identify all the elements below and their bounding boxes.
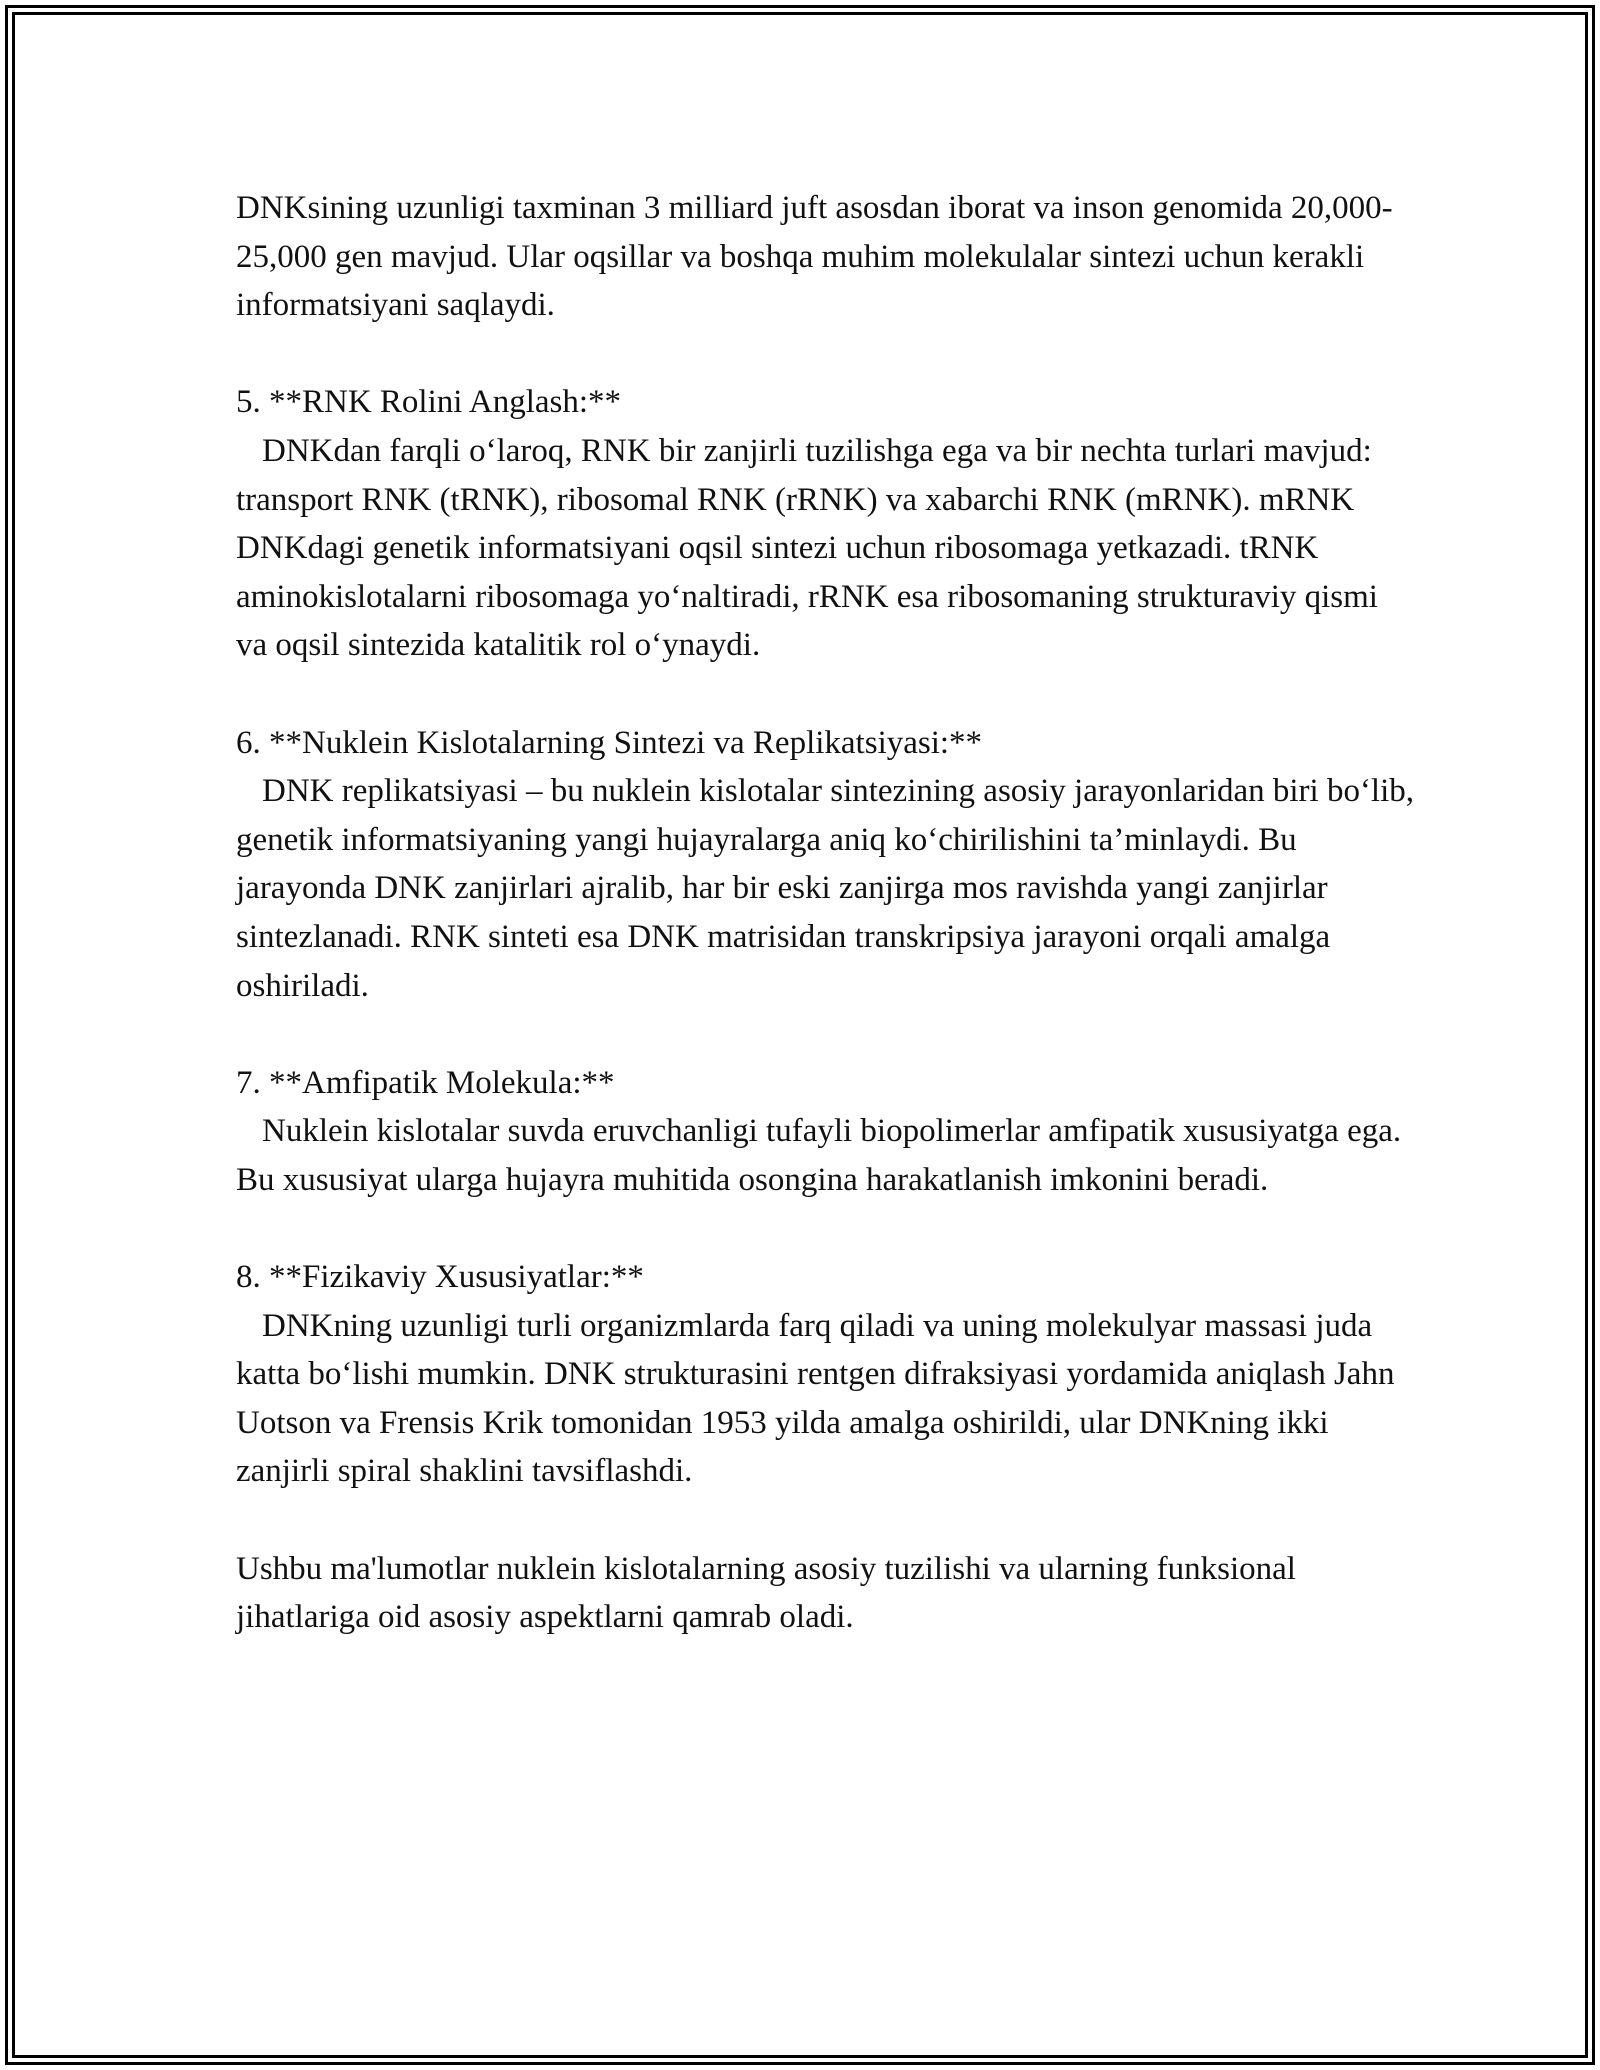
section-body: DNKning uzunligi turli organizmlarda farq qiladi va uning molekulyar massasi juda katta bo‘lishi mumkin. DNK strukturasini rentgen difraksiyasi yordamida aniqlash Jahn Uotson va Frensis Krik tomonidan 1953 yilda amalga oshirildi, ular DNKning ikki zanjirli spiral shaklini tavsiflashdi.: [236, 1307, 1395, 1490]
section-8: [236, 1253, 1416, 1496]
section-body: DNK replikatsiyasi – bu nuklein kislotalar sintezining asosiy jarayonlaridan biri bo‘lib, genetik informatsiyaning yangi hujayralarga aniq ko‘chirilishini ta’minlaydi. Bu jarayonda DNK zanjirlari ajralib, har bir eski zanjirga mos ravishda yangi zanjirlar sintezlanadi. RNK sinteti esa DNK matrisidan transkripsiya jarayoni orqali amalga oshiriladi.: [236, 773, 1415, 1004]
document-body: [236, 184, 1416, 1690]
section-heading: 8. **Fizikaviy Xususiyatlar:**: [236, 1259, 644, 1296]
section-7: [236, 1059, 1416, 1205]
section-heading: 6. **Nuklein Kislotalarning Sintezi va Replikatsiyasi:**: [236, 724, 983, 761]
conclusion-paragraph: Ushbu ma'lumotlar nuklein kislotalarning asosiy tuzilishi va ularning funksional jihatlariga oid asosiy aspektlarni qamrab oladi.: [236, 1550, 1305, 1636]
section-body: DNKdan farqli o‘laroq, RNK bir zanjirli tuzilishga ega va bir nechta turlari mavjud: transport RNK (tRNK), ribosomal RNK (rRNK) va xabarchi RNK (mRNK). mRNK DNKdagi genetik informatsiyani oqsil sintezi uchun ribosomaga yetkazadi. tRNK aminokislotalarni ribosomaga yo‘naltiradi, rRNK esa ribosomaning strukturaviy qismi va oqsil sintezida katalitik rol o‘ynaydi.: [236, 432, 1378, 664]
section-heading: 7. **Amfipatik Molekula:**: [236, 1064, 615, 1101]
section-5: [236, 378, 1416, 670]
intro-paragraph: DNKsining uzunligi taxminan 3 milliard juft asosdan iborat va inson genomida 20,000-25,000 gen mavjud. Ular oqsillar va boshqa muhim molekulalar sintezi uchun kerakli informatsiyani saqlaydi.: [236, 190, 1393, 324]
section-6: [236, 719, 1416, 1011]
section-heading: 5. **RNK Rolini Anglash:**: [236, 384, 622, 421]
section-body: Nuklein kislotalar suvda eruvchanligi tufayli biopolimerlar amfipatik xususiyatga ega. Bu xususiyat ularga hujayra muhitida osongina harakatlanish imkonini beradi.: [236, 1113, 1402, 1198]
